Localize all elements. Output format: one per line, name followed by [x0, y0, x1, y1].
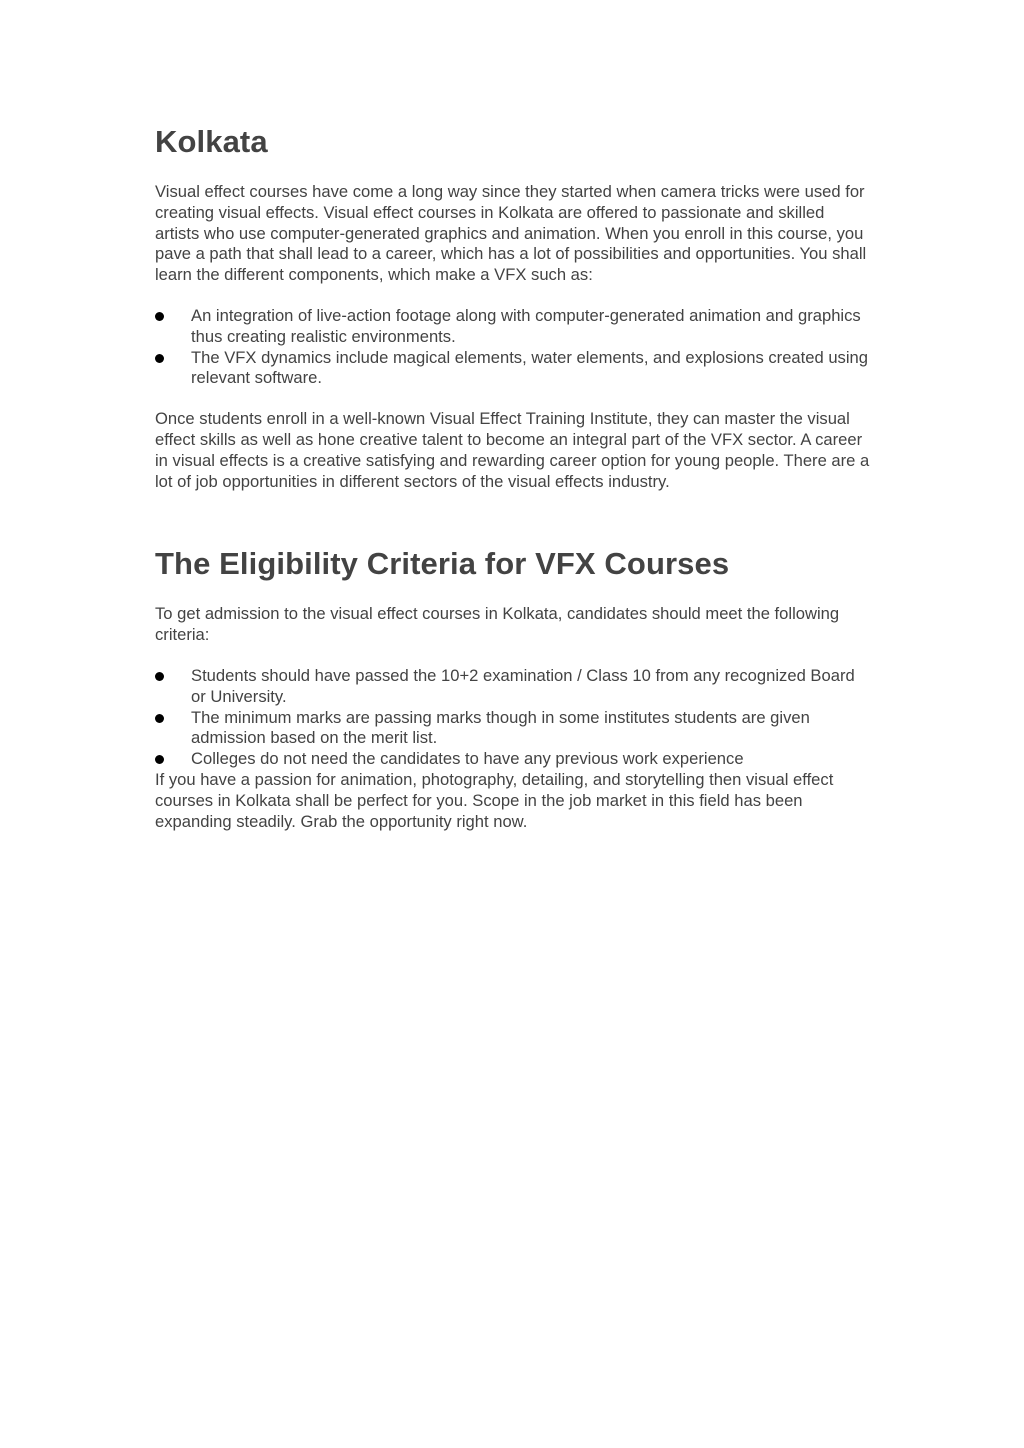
section-heading-eligibility: The Eligibility Criteria for VFX Courses — [155, 546, 730, 582]
list-item-text: The minimum marks are passing marks though in some institutes students are given admission based on the merit list. — [191, 707, 810, 748]
list-item — [155, 749, 871, 770]
bullet-icon — [155, 312, 164, 321]
bullet-icon — [155, 714, 164, 723]
section-heading-kolkata: Kolkata — [155, 124, 268, 159]
document-content — [155, 122, 871, 832]
list-item-text: An integration of live-action footage along with computer-generated animation and graphics thus creating realistic environments. — [191, 305, 861, 346]
vfx-components-list — [155, 306, 871, 389]
section-outro-paragraph: Once students enroll in a well-known Visual Effect Training Institute, they can master the visual effect skills as well as hone creative talent to become an integral part of the VFX sector. A career in visual effects is a creative satisfying and rewarding career option for young people. There are a lot of job opportunities in different sectors of the visual effects industry. — [155, 409, 870, 491]
list-item — [155, 708, 871, 750]
bullet-icon — [155, 755, 164, 764]
section-outro-paragraph: If you have a passion for animation, photography, detailing, and storytelling then visual effect courses in Kolkata shall be perfect for you. Scope in the job market in this field has been expanding steadily. Grab the opportunity right now. — [155, 769, 834, 831]
list-item — [155, 306, 871, 348]
section-intro-paragraph: Visual effect courses have come a long way since they started when camera tricks were used for creating visual effects. Visual effect courses in Kolkata are offered to passionate and skilled artists who use computer-generated graphics and animation. When you enroll in this course, you pave a path that shall lead to a career, which has a lot of possibilities and opportunities. You shall learn the different components, which make a VFX such as: — [155, 182, 867, 285]
bullet-icon — [155, 672, 164, 681]
list-item — [155, 348, 871, 390]
bullet-icon — [155, 354, 164, 363]
list-item-text: Colleges do not need the candidates to have any previous work experience — [191, 749, 744, 769]
eligibility-criteria-list — [155, 666, 871, 770]
list-item — [155, 666, 871, 708]
list-item-text: Students should have passed the 10+2 examination / Class 10 from any recognized Board or University. — [191, 665, 855, 706]
list-item-text: The VFX dynamics include magical elements, water elements, and explosions created using relevant software. — [191, 347, 868, 388]
section-intro-paragraph: To get admission to the visual effect courses in Kolkata, candidates should meet the following criteria: — [155, 604, 840, 645]
